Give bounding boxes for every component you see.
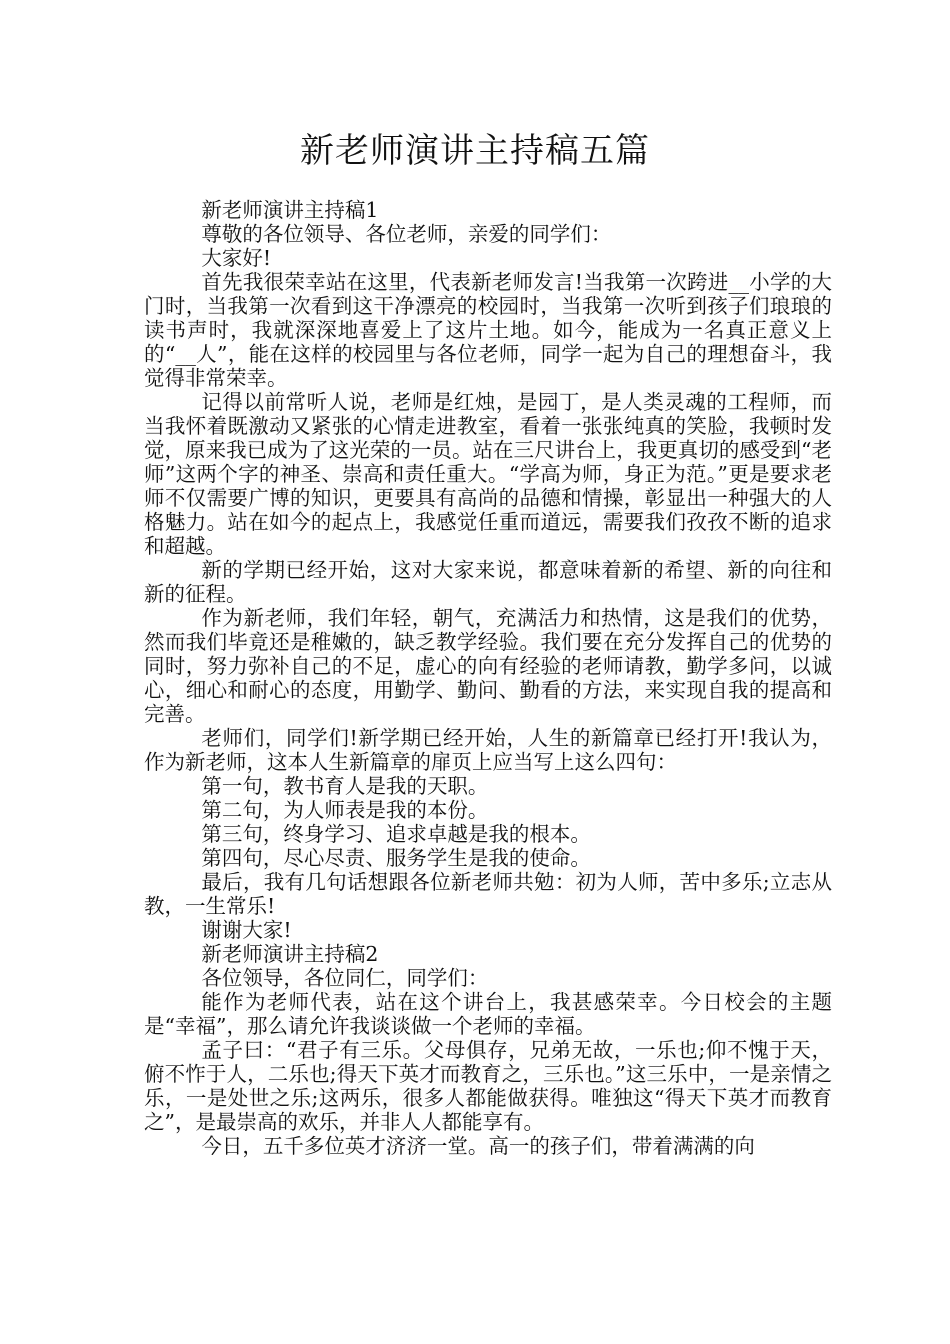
paragraph: 第一句，教书育人是我的天职。 [201,774,489,798]
paragraph: 谢谢大家! [201,918,292,942]
paragraph: 第三句，终身学习、追求卓越是我的根本。 [201,822,591,846]
paragraph: 能作为老师代表，站在这个讲台上，我甚感荣幸。今日校会的主题是“幸福”，那么请允许我谈谈做一个老师的幸福。 [144,990,832,1038]
paragraph: 新老师演讲主持稿1 [201,198,379,222]
document-body [144,198,832,1158]
paragraph: 记得以前常听人说，老师是红烛，是园丁，是人类灵魂的工程师，而当我怀着既激动又紧张的心情走进教室，看着一张张纯真的笑脸，我顿时发觉，原来我已成为了这光荣的一员。站在三尺讲台上，我更真切的感受到“老师”这两个字的神圣、崇高和责任重大。“学高为师，身正为范。”更是要求老师不仅需要广博的知识，更要具有高尚的品德和情操，彰显出一种强大的人格魅力。站在如今的起点上，我感觉任重而道远，需要我们孜孜不断的追求和超越。 [144,390,832,558]
paragraph: 第二句，为人师表是我的本份。 [201,798,489,822]
paragraph: 最后，我有几句话想跟各位新老师共勉：初为人师，苦中多乐;立志从教，一生常乐! [144,870,832,918]
paragraph: 老师们，同学们!新学期已经开始，人生的新篇章已经打开!我认为，作为新老师，这本人生新篇章的扉页上应当写上这么四句： [144,726,832,774]
document-title: 新老师演讲主持稿五篇 [300,131,650,171]
paragraph: 新的学期已经开始，这对大家来说，都意味着新的希望、新的向往和新的征程。 [144,558,832,606]
paragraph: 尊敬的各位领导、各位老师，亲爱的同学们： [201,222,612,246]
paragraph: 各位领导，各位同仁，同学们： [201,966,489,990]
paragraph: 大家好! [201,246,272,270]
paragraph: 孟子曰：“君子有三乐。父母俱存，兄弟无故，一乐也;仰不愧于天，俯不怍于人，二乐也;得天下英才而教育之，三乐也。”这三乐中，一是亲情之乐，一是处世之乐;这两乐，很多人都能做获得。唯独这“得天下英才而教育之”，是最崇高的欢乐，并非人人都能享有。 [144,1038,832,1134]
paragraph: 第四句，尽心尽责、服务学生是我的使命。 [201,846,591,870]
paragraph: 新老师演讲主持稿2 [201,942,379,966]
paragraph: 首先我很荣幸站在这里，代表新老师发言!当我第一次跨进__小学的大门时，当我第一次看到这干净漂亮的校园时，当我第一次听到孩子们琅琅的读书声时，我就深深地喜爱上了这片土地。如今，能成为一名真正意义上的“__人”，能在这样的校园里与各位老师，同学一起为自己的理想奋斗，我觉得非常荣幸。 [144,270,832,390]
paragraph: 作为新老师，我们年轻，朝气，充满活力和热情，这是我们的优势，然而我们毕竟还是稚嫩的，缺乏教学经验。我们要在充分发挥自己的优势的同时，努力弥补自己的不足，虚心的向有经验的老师请教，勤学多问，以诚心，细心和耐心的态度，用勤学、勤问、勤看的方法，来实现自我的提高和完善。 [144,606,832,726]
paragraph: 今日，五千多位英才济济一堂。高一的孩子们，带着满满的向 [201,1134,755,1158]
